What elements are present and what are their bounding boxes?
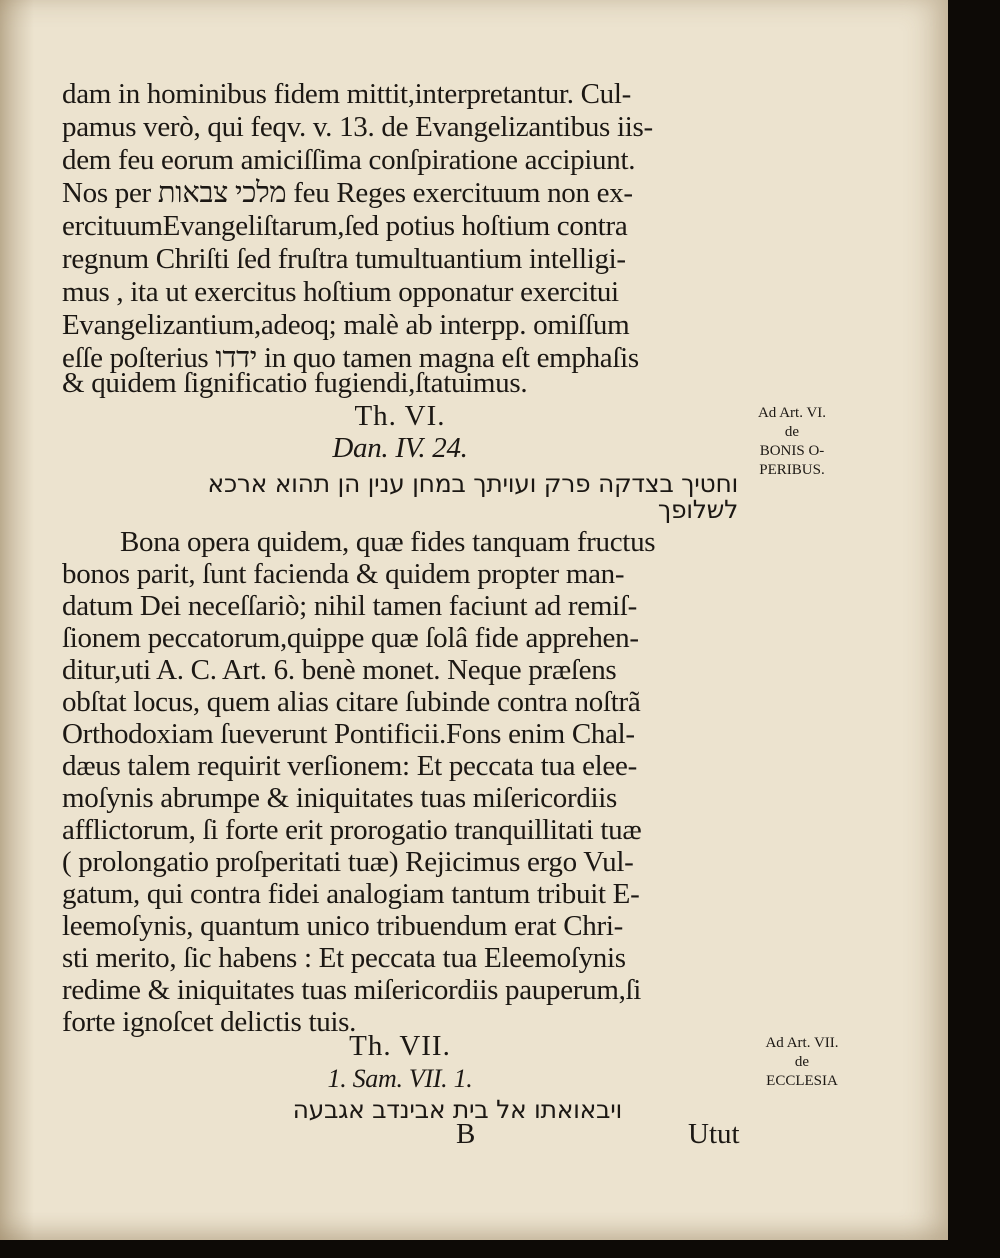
thesis-heading: Th. VII.: [349, 1030, 451, 1062]
margin-note-line: BONIS O-: [759, 443, 825, 459]
text-line: ſionem peccatorum,quippe quæ ſolâ fide apprehen-: [62, 622, 639, 654]
text-line: mus , ita ut exercitus hoſtium opponatur exercitui: [62, 276, 619, 308]
text-line: Bona opera quidem, quæ fides tanquam fructus: [120, 526, 656, 558]
signature-mark: B: [456, 1118, 476, 1150]
text-line: Nos per מלכי צבאות feu Reges exercituum non ex-: [62, 177, 633, 209]
text-line: leemoſynis, quantum unico tribuendum erat Chri-: [62, 910, 623, 942]
thesis-heading: Th. VI.: [354, 400, 446, 432]
text-line: redime & iniquitates tuas miſericordiis pauperum,ſi: [62, 974, 642, 1006]
margin-note: [732, 404, 852, 480]
text-line: bonos parit, ſunt facienda & quidem propter man-: [62, 558, 625, 590]
margin-note: [742, 1034, 862, 1091]
text-line: sti merito, ſic habens : Et peccata tua Eleemoſynis: [62, 942, 626, 974]
margin-note-line: Ad Art. VI.: [757, 405, 827, 421]
text-line: & quidem ſignificatio fugiendi,ſtatuimus.: [62, 367, 528, 399]
text-line: datum Dei neceſſariò; nihil tamen faciunt ad remiſ-: [62, 590, 637, 622]
text-line: regnum Chriſti ſed fruſtra tumultuantium intelligi-: [62, 243, 626, 275]
hebrew-verse: ויבאואתו אל בית אבינדב אגבעה: [292, 1095, 622, 1124]
text-line: ercituumEvangeliſtarum,ſed potius hoſtium contra: [62, 210, 628, 242]
scripture-reference: 1. Sam. VII. 1.: [327, 1064, 473, 1093]
hebrew-verse: לשלופך: [657, 495, 738, 524]
text-line: pamus verò, qui feqv. v. 13. de Evangelizantibus iis-: [62, 111, 653, 143]
text-line: gatum, qui contra fidei analogiam tantum tribuit E-: [62, 878, 640, 910]
margin-note-line: de: [784, 424, 800, 440]
text-line: eſſe poſterius ידדו in quo tamen magna eſt emphaſis: [62, 342, 639, 374]
text-line: ditur,uti A. C. Art. 6. benè monet. Neque præſens: [62, 654, 617, 686]
text-line: forte ignoſcet delictis tuis.: [62, 1006, 357, 1038]
text-line: Orthodoxiam ſueverunt Pontificii.Fons enim Chal-: [62, 718, 635, 750]
hebrew-verse: וחטיך בצדקה פרק ועויתך במחן ענין הן תהוא ארכא: [207, 469, 738, 498]
text-line: dem feu eorum amiciſſima conſpiratione accipiunt.: [62, 144, 636, 176]
scripture-reference: Dan. IV. 24.: [332, 432, 468, 464]
text-line: ( prolongatio proſperitati tuæ) Rejicimus ergo Vul-: [62, 846, 634, 878]
catchword: Utut: [688, 1118, 740, 1150]
text-line: dæus talem requirit verſionem: Et peccata tua elee-: [62, 750, 637, 782]
margin-note-line: PERIBUS.: [759, 462, 825, 478]
margin-note-line: ECCLESIA: [766, 1073, 838, 1089]
text-line: afflictorum, ſi forte erit prorogatio tranquillitati tuæ: [62, 814, 642, 846]
text-line: obſtat locus, quem alias citare ſubinde contra noſtrã: [62, 686, 641, 718]
text-line: dam in hominibus fidem mittit,interpretantur. Cul-: [62, 78, 631, 110]
text-line: Evangelizantium,adeoq; malè ab interpp. omiſſum: [62, 309, 630, 341]
margin-note-line: Ad Art. VII.: [765, 1035, 839, 1051]
gutter-shadow: [0, 0, 34, 1240]
margin-note-line: de: [794, 1054, 810, 1070]
text-line: moſynis abrumpe & iniquitates tuas miſericordiis: [62, 782, 618, 814]
